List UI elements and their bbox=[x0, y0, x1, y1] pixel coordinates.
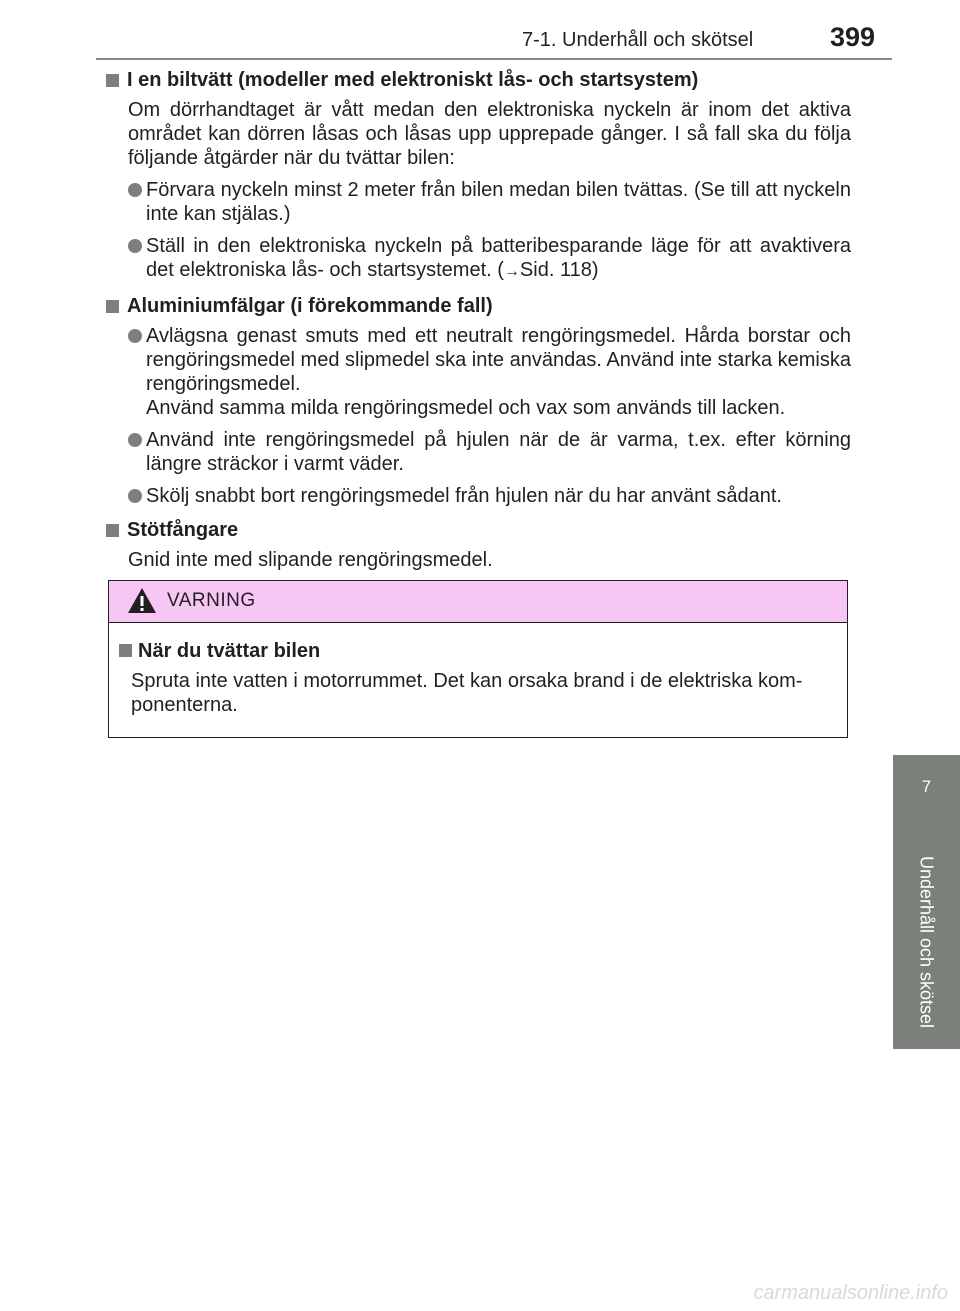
chapter-label: Underhåll och skötsel bbox=[916, 855, 937, 1029]
list-item: Ställ in den elektroniska nyckeln på batteribesparande läge för att avaktivera det elektroniska lås- och startsystemet. (→Sid. 118) bbox=[128, 234, 851, 284]
list-item: Avlägsna genast smuts med ett neutralt rengöringsmedel. Hårda borstar och rengöringsmedel med slipmedel ska inte användas. Använd inte starka kemiska rengöringsmedel. Använd samma milda rengöringsmedel och vax som används till lacken. bbox=[128, 324, 851, 420]
warning-body bbox=[109, 623, 847, 717]
page-reference-link[interactable]: Sid. 118) bbox=[519, 259, 599, 281]
section-body: Om dörrhandtaget är vått medan den elektroniska nyckeln är inom det aktiva området kan dörren låsas och låsas upp upprepade gånger. I så fall ska du följa följande åtgärder när du tvättar bilen: bbox=[128, 99, 851, 169]
round-bullet-icon bbox=[128, 433, 142, 447]
section-aluminum-wheels bbox=[106, 294, 851, 508]
warning-box bbox=[108, 580, 848, 738]
header-divider bbox=[96, 58, 892, 60]
section-heading: Stötfångare bbox=[106, 518, 851, 542]
square-bullet-icon bbox=[119, 644, 132, 657]
round-bullet-icon bbox=[128, 183, 142, 197]
section-body: Gnid inte med slipande rengöringsmedel. bbox=[128, 549, 493, 571]
section-heading: I en biltvätt (modeller med elektroniskt lås- och startsystem) bbox=[106, 68, 851, 92]
chapter-tab bbox=[893, 755, 960, 835]
warning-title: VARNING bbox=[167, 590, 256, 611]
section-title: 7-1. Underhåll och skötsel bbox=[522, 29, 754, 51]
square-bullet-icon bbox=[106, 74, 119, 87]
square-bullet-icon bbox=[106, 524, 119, 537]
warning-header bbox=[109, 581, 847, 623]
page-number: 399 bbox=[830, 22, 876, 52]
arrow-right-icon: → bbox=[503, 263, 520, 280]
section-car-wash bbox=[106, 68, 851, 284]
square-bullet-icon bbox=[106, 300, 119, 313]
warning-text: Spruta inte vatten i motorrummet. Det kan orsaka brand i de elektriska kom-ponenterna. bbox=[131, 670, 803, 716]
round-bullet-icon bbox=[128, 489, 142, 503]
watermark: carmanualsonline.info bbox=[753, 1282, 948, 1304]
page-content bbox=[106, 68, 851, 582]
round-bullet-icon bbox=[128, 329, 142, 343]
section-heading: Aluminiumfälgar (i förekommande fall) bbox=[106, 294, 851, 318]
list-item: Förvara nyckeln minst 2 meter från bilen medan bilen tvättas. (Se till att nyckeln inte kan stjälas.) bbox=[128, 178, 851, 226]
chapter-number: 7 bbox=[921, 777, 932, 796]
page-header bbox=[0, 0, 960, 60]
section-bumper bbox=[106, 518, 851, 572]
list-item: Använd inte rengöringsmedel på hjulen när de är varma, t.ex. efter körning längre sträckor i varmt väder. bbox=[128, 428, 851, 476]
warning-triangle-icon bbox=[127, 587, 157, 614]
round-bullet-icon bbox=[128, 239, 142, 253]
list-item: Skölj snabbt bort rengöringsmedel från hjulen när du har använt sådant. bbox=[128, 484, 851, 508]
chapter-strip bbox=[893, 835, 960, 1049]
warning-subheading: När du tvättar bilen bbox=[119, 639, 835, 663]
